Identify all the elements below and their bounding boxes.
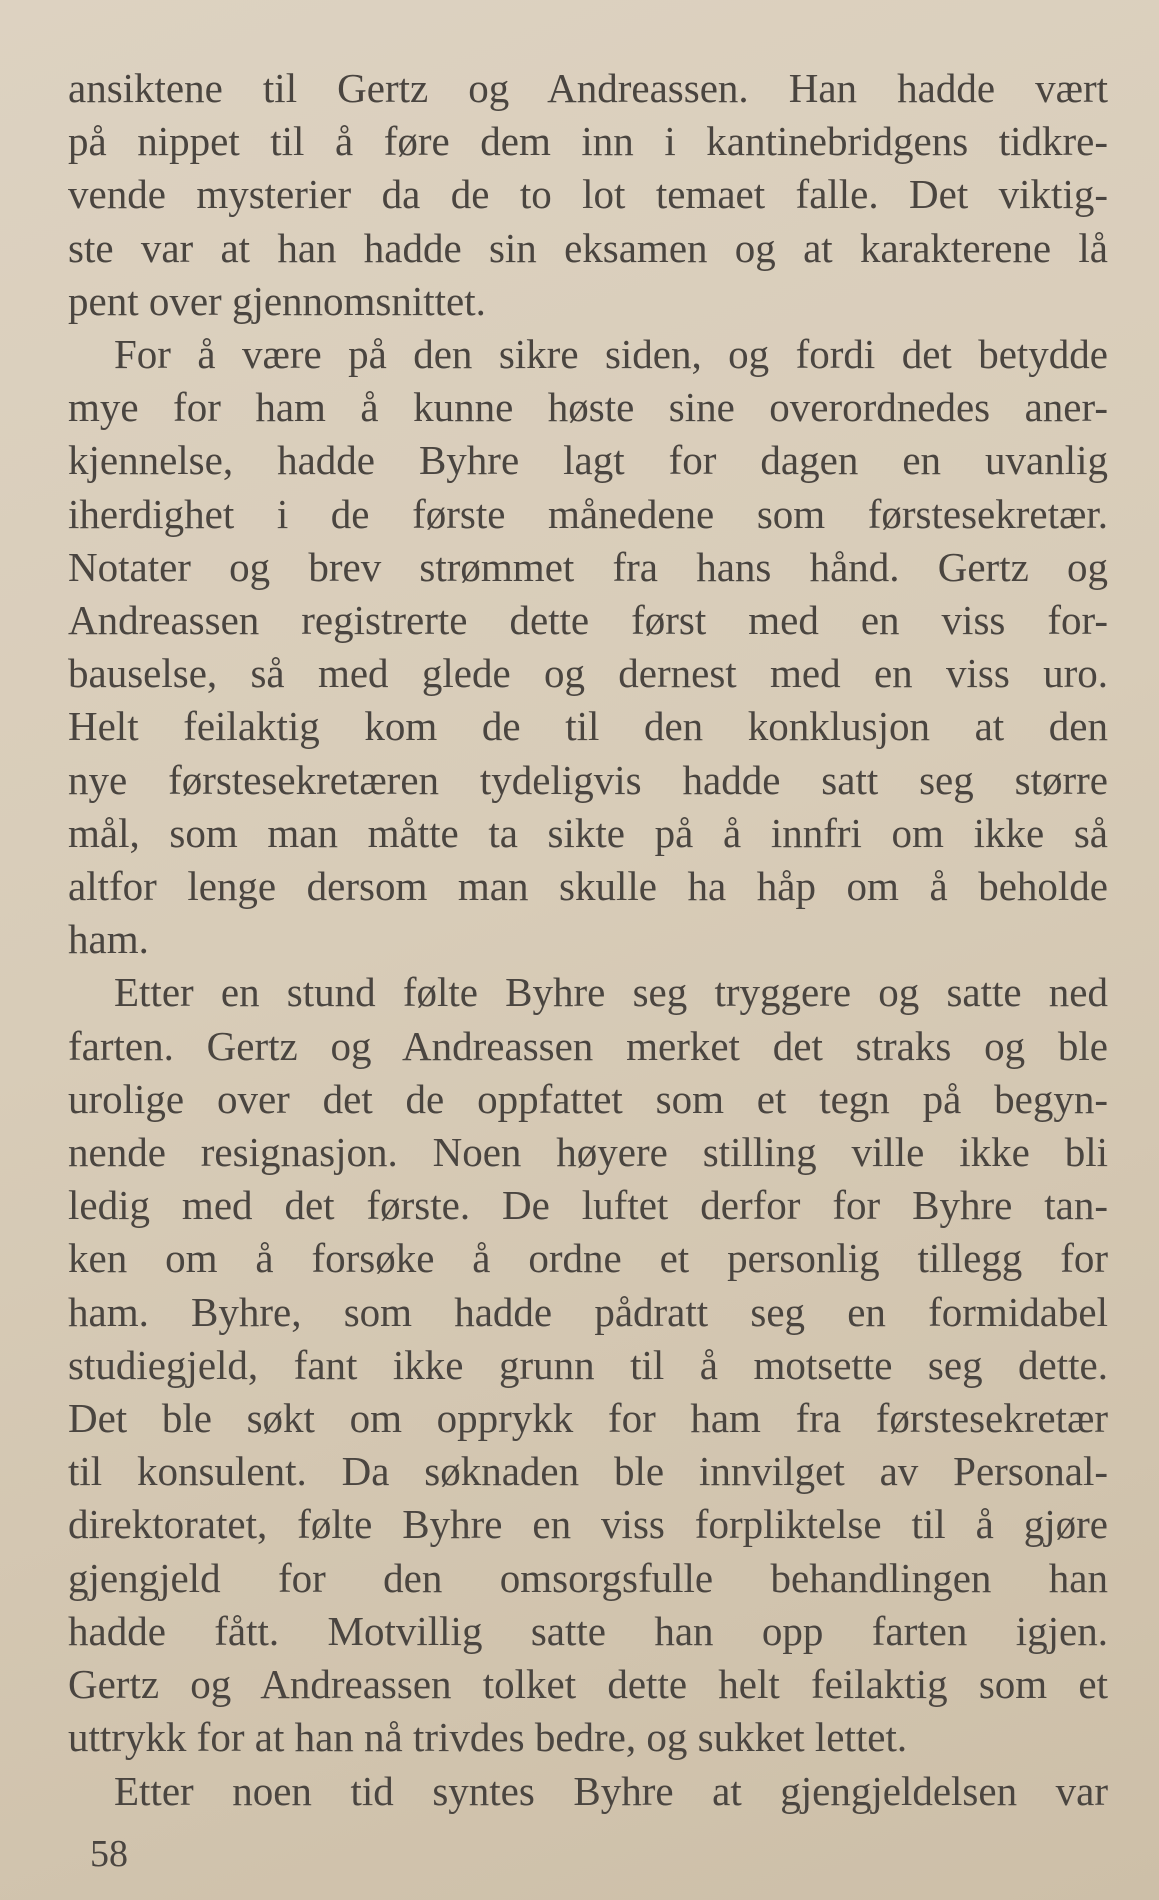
text-line: iherdighet i de første månedene som førstesekretær.: [68, 490, 1108, 537]
body-text: [68, 62, 1108, 1818]
paragraph: [68, 328, 1108, 966]
text-line: studiegjeld, fant ikke grunn til å motsette seg dette.: [68, 1341, 1108, 1388]
paragraph: [68, 62, 1108, 328]
text-line: ste var at han hadde sin eksamen og at karakterene lå: [68, 224, 1108, 271]
text-line: vende mysterier da de to lot temaet falle. Det viktig-: [68, 171, 1108, 218]
text-line: pent over gjennomsnittet.: [68, 277, 486, 324]
text-line: mål, som man måtte ta sikte på å innfri om ikke så: [68, 809, 1108, 856]
text-line: til konsulent. Da søknaden ble innvilget av Personal-: [68, 1448, 1108, 1495]
text-line: ham. Byhre, som hadde pådratt seg en formidabel: [68, 1288, 1108, 1335]
text-line: ham.: [68, 916, 149, 963]
text-line: Etter en stund følte Byhre seg tryggere og satte ned: [114, 969, 1108, 1016]
page-number: 58: [90, 1833, 128, 1875]
text-line: mye for ham å kunne høste sine overordnedes aner-: [68, 384, 1108, 431]
text-line: bauselse, så med glede og dernest med en viss uro.: [68, 650, 1108, 697]
text-line: farten. Gertz og Andreassen merket det straks og ble: [68, 1022, 1108, 1069]
text-line: nende resignasjon. Noen høyere stilling ville ikke bli: [68, 1129, 1108, 1176]
text-line: Det ble søkt om opprykk for ham fra førstesekretær: [68, 1395, 1108, 1442]
text-line: Helt feilaktig kom de til den konklusjon at den: [68, 703, 1108, 750]
text-line: nye førstesekretæren tydeligvis hadde satt seg større: [68, 756, 1108, 803]
text-line: gjengjeld for den omsorgsfulle behandlingen han: [68, 1554, 1108, 1601]
text-line: uttrykk for at han nå trivdes bedre, og sukket lettet.: [68, 1714, 908, 1761]
text-line: Etter noen tid syntes Byhre at gjengjeldelsen var: [114, 1767, 1108, 1814]
text-line: ledig med det første. De luftet derfor for Byhre tan-: [68, 1182, 1108, 1229]
text-line: Notater og brev strømmet fra hans hånd. Gertz og: [68, 543, 1108, 590]
paragraph: [68, 1765, 1108, 1818]
text-line: på nippet til å føre dem inn i kantinebridgens tidkre-: [68, 118, 1108, 165]
text-line: ansiktene til Gertz og Andreassen. Han hadde vært: [68, 65, 1108, 111]
paragraph: [68, 966, 1108, 1764]
text-line: ken om å forsøke å ordne et personlig tillegg for: [68, 1235, 1108, 1282]
text-line: direktoratet, følte Byhre en viss forpliktelse til å gjøre: [68, 1501, 1108, 1548]
text-line: hadde fått. Motvillig satte han opp farten igjen.: [68, 1607, 1108, 1654]
text-line: kjennelse, hadde Byhre lagt for dagen en uvanlig: [68, 437, 1108, 484]
text-line: Andreassen registrerte dette først med en viss for-: [68, 597, 1108, 644]
text-line: Gertz og Andreassen tolket dette helt feilaktig som et: [68, 1661, 1108, 1708]
text-line: altfor lenge dersom man skulle ha håp om å beholde: [68, 863, 1108, 910]
text-line: urolige over det de oppfattet som et tegn på begyn-: [68, 1075, 1108, 1122]
text-line: For å være på den sikre siden, og fordi det betydde: [114, 331, 1108, 378]
